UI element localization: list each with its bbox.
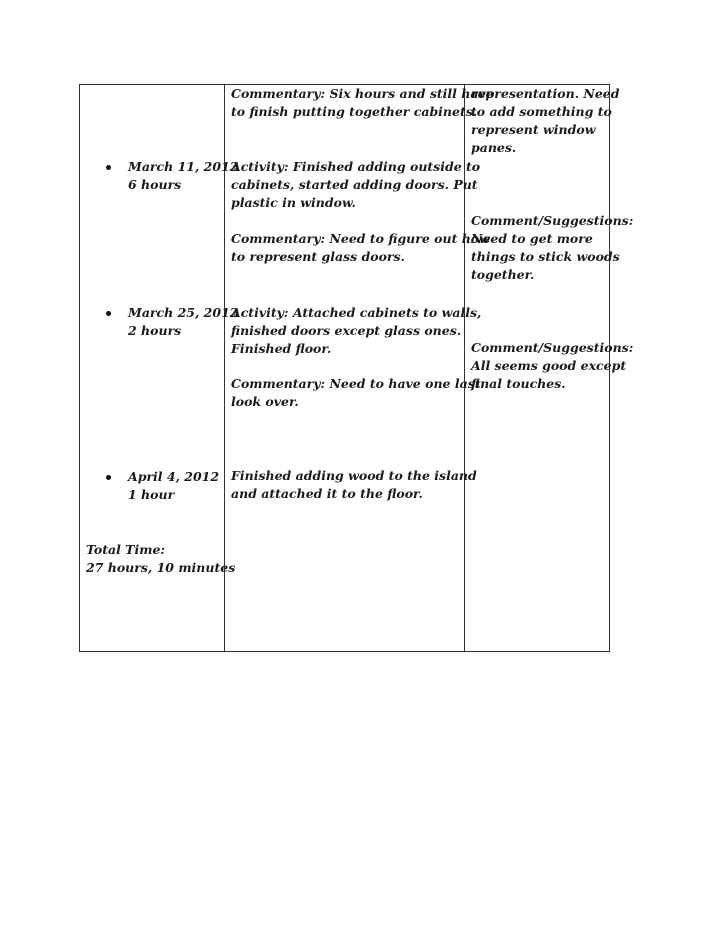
activity-text-line: Activity: Attached cabinets to walls, [231,305,482,320]
activity-text-line: finished doors except glass ones. [231,323,462,338]
suggestion-text-line: All seems good except [471,358,627,373]
activity-text-line: Commentary: Six hours and still have [231,86,494,101]
total-time-label: Total Time: [86,542,166,557]
suggestion-text-line: to add something to [471,104,612,119]
bullet-icon [106,475,111,480]
activity-text-line: Finished adding wood to the island [231,468,477,483]
activity-text-line: look over. [231,394,299,409]
entry-date: April 4, 2012 [128,469,220,484]
entry-hours: 6 hours [128,177,182,192]
activity-text-line: Commentary: Need to figure out how [231,231,490,246]
entry-date: March 25, 2012 [128,305,239,320]
suggestion-text-line: represent window [471,122,596,137]
bullet-icon [106,311,111,316]
total-time-value: 27 hours, 10 minutes [86,560,236,575]
activity-text-line: Finished floor. [231,341,332,356]
suggestion-text-line: things to stick woods [471,249,620,264]
entry-date: March 11, 2012 [128,159,239,174]
activity-text-line: Commentary: Need to have one last [231,376,481,391]
bullet-icon [106,165,111,170]
activity-text-line: cabinets, started adding doors. Put [231,177,478,192]
suggestion-text-line: Need to get more [471,231,593,246]
suggestion-heading: Comment/Suggestions: [471,340,634,355]
entry-hours: 1 hour [128,487,175,502]
suggestion-heading: Comment/Suggestions: [471,213,634,228]
activity-text-line: and attached it to the floor. [231,486,423,501]
activity-text-line: to represent glass doors. [231,249,405,264]
activity-text-line: plastic in window. [231,195,356,210]
suggestion-text-line: together. [471,267,535,282]
activity-text-line: Activity: Finished adding outside to [231,159,481,174]
activity-text-line: to finish putting together cabinets. [231,104,478,119]
suggestion-text-line: representation. Need [471,86,620,101]
suggestion-text-line: panes. [471,140,517,155]
entry-hours: 2 hours [128,323,182,338]
suggestion-text-line: final touches. [471,376,566,391]
